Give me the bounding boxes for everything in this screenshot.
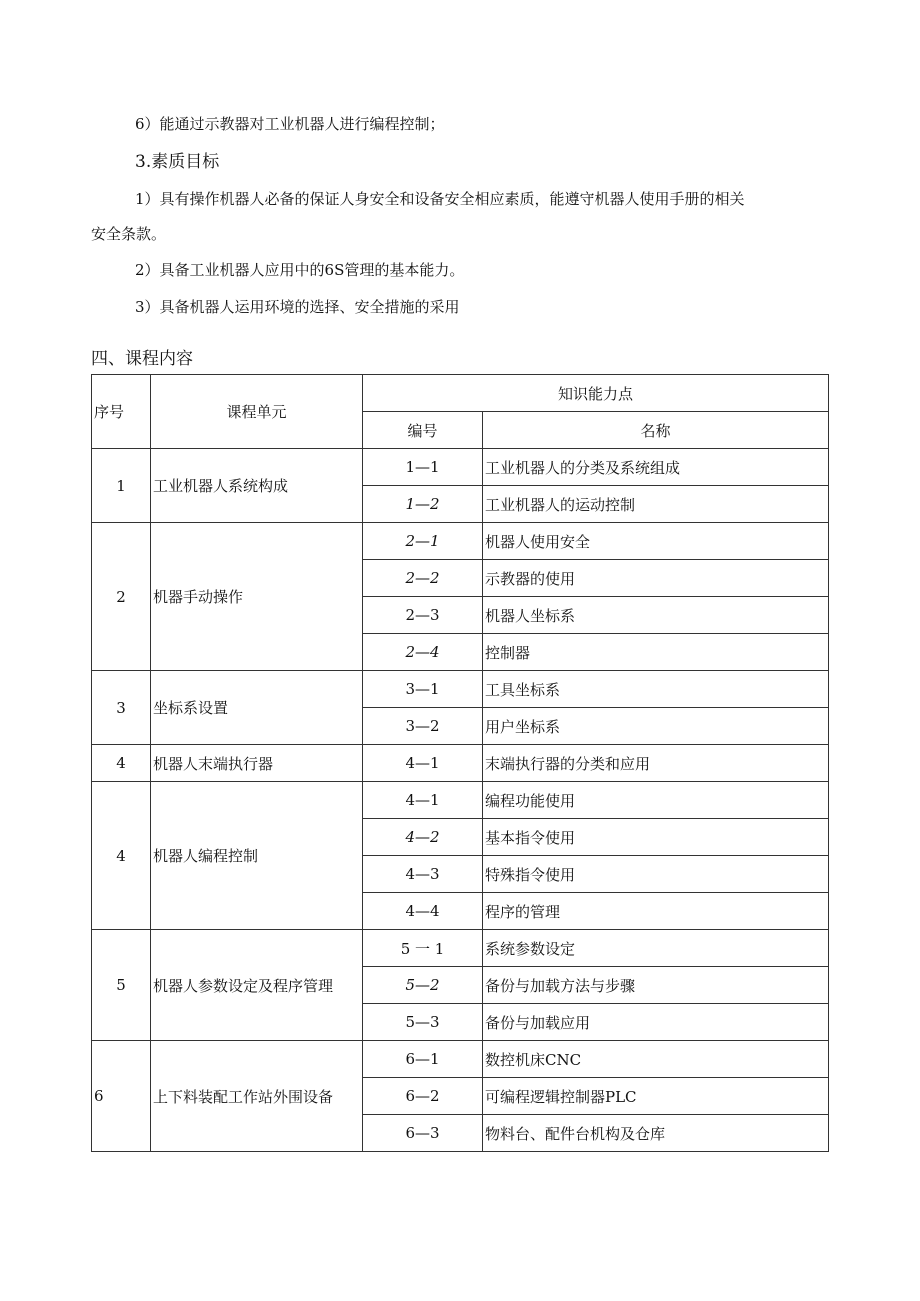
quality-goal-1-line1: 1）具有操作机器人必备的保证人身安全和设备安全相应素质，能遵守机器人使用手册的相关: [135, 190, 745, 208]
item-name: 控制器: [483, 634, 829, 671]
item-code: 5—2: [363, 967, 483, 1004]
quality-goal-3: 3）具备机器人运用环境的选择、安全措施的采用: [135, 298, 460, 316]
item-name: 特殊指令使用: [483, 856, 829, 893]
unit-seq: 3: [92, 671, 151, 745]
item-code: 5 一 1: [363, 930, 483, 967]
item-code: 4—1: [363, 782, 483, 819]
header-code: 编号: [363, 412, 483, 449]
item-name: 程序的管理: [483, 893, 829, 930]
item-name: 物料台、配件台机构及仓库: [483, 1115, 829, 1152]
unit-name: 机器人末端执行器: [151, 745, 363, 782]
unit-seq: 5: [92, 930, 151, 1041]
unit-seq: 4: [92, 782, 151, 930]
item-code: 4—1: [363, 745, 483, 782]
table-row: [92, 782, 829, 819]
item-code: 1—2: [363, 486, 483, 523]
table-row: [92, 1041, 829, 1078]
item-name: 用户坐标系: [483, 708, 829, 745]
table-row: [92, 671, 829, 708]
item-code: 1—1: [363, 449, 483, 486]
item-code: 6—2: [363, 1078, 483, 1115]
item-name: 工业机器人的分类及系统组成: [483, 449, 829, 486]
quality-goal-2: 2）具备工业机器人应用中的6S管理的基本能力。: [135, 261, 465, 279]
unit-name: 上下料装配工作站外围设备: [151, 1041, 363, 1152]
table-row: [92, 745, 829, 782]
item-code: 6—3: [363, 1115, 483, 1152]
unit-name: 机器手动操作: [151, 523, 363, 671]
item-name: 末端执行器的分类和应用: [483, 745, 829, 782]
item-code: 3—1: [363, 671, 483, 708]
item-name: 示教器的使用: [483, 560, 829, 597]
item-name: 机器人使用安全: [483, 523, 829, 560]
item-name: 数控机床CNC: [483, 1041, 829, 1078]
section-title: 四、课程内容: [91, 349, 193, 369]
header-seq: 序号: [92, 375, 151, 449]
unit-seq: 1: [92, 449, 151, 523]
item-code: 3—2: [363, 708, 483, 745]
quality-goal-1-line2: 安全条款。: [91, 225, 167, 243]
course-content-table: [91, 374, 829, 1152]
item-name: 工业机器人的运动控制: [483, 486, 829, 523]
header-unit: 课程单元: [151, 375, 363, 449]
unit-seq: 6: [92, 1041, 151, 1152]
table-row: [92, 930, 829, 967]
item-name: 工具坐标系: [483, 671, 829, 708]
item-code: 2—4: [363, 634, 483, 671]
objective-item-6: 6）能通过示教器对工业机器人进行编程控制；: [135, 115, 445, 133]
item-code: 4—4: [363, 893, 483, 930]
table-header-row: [92, 375, 829, 412]
header-knowledge: 知识能力点: [363, 375, 829, 412]
item-name: 备份与加载应用: [483, 1004, 829, 1041]
item-code: 2—2: [363, 560, 483, 597]
table-row: [92, 523, 829, 560]
item-code: 6—1: [363, 1041, 483, 1078]
unit-name: 工业机器人系统构成: [151, 449, 363, 523]
quality-goals-heading: 3.素质目标: [135, 152, 220, 172]
item-code: 5—3: [363, 1004, 483, 1041]
item-name: 机器人坐标系: [483, 597, 829, 634]
item-name: 可编程逻辑控制器PLC: [483, 1078, 829, 1115]
item-name: 系统参数设定: [483, 930, 829, 967]
unit-seq: 4: [92, 745, 151, 782]
unit-name: 坐标系设置: [151, 671, 363, 745]
table-row: [92, 449, 829, 486]
item-code: 2—1: [363, 523, 483, 560]
item-code: 4—3: [363, 856, 483, 893]
item-name: 基本指令使用: [483, 819, 829, 856]
item-name: 备份与加载方法与步骤: [483, 967, 829, 1004]
header-name: 名称: [483, 412, 829, 449]
item-code: 2—3: [363, 597, 483, 634]
item-name: 编程功能使用: [483, 782, 829, 819]
unit-name: 机器人参数设定及程序管理: [151, 930, 363, 1041]
unit-seq: 2: [92, 523, 151, 671]
unit-name: 机器人编程控制: [151, 782, 363, 930]
item-code: 4—2: [363, 819, 483, 856]
